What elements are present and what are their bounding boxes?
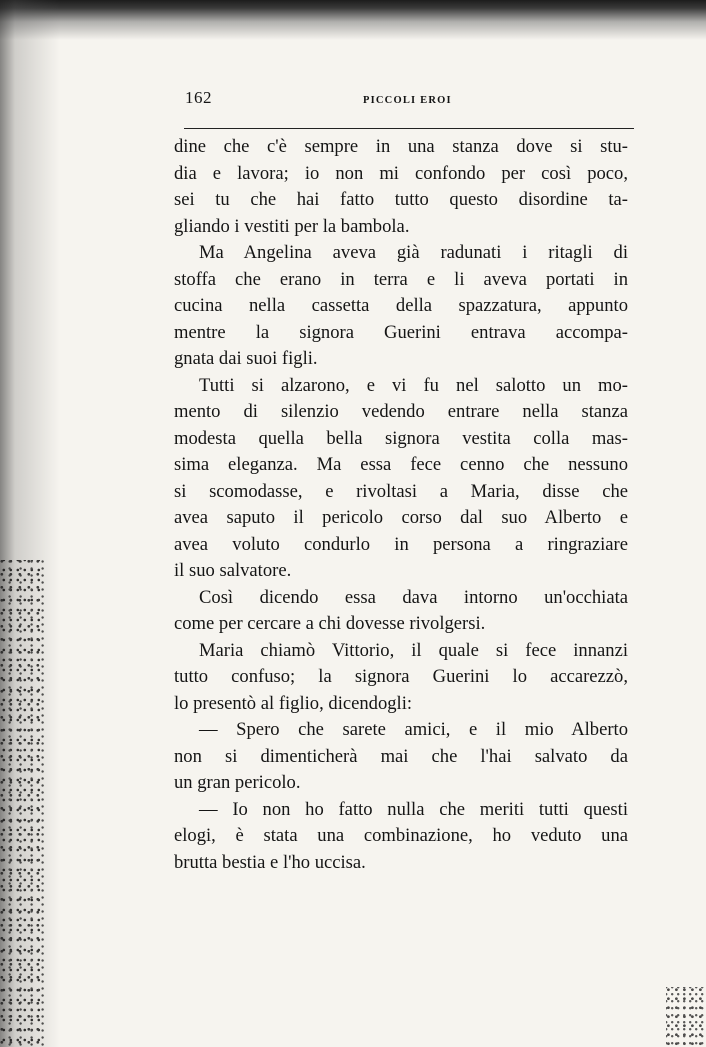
page-number: 162 — [185, 88, 212, 107]
text-line: Maria chiamò Vittorio, il quale si fece innanzi — [199, 639, 628, 661]
text-line: sima eleganza. Ma essa fece cenno che nessuno — [174, 454, 628, 475]
scan-left-speckle — [0, 560, 44, 1047]
scan-top-shadow — [0, 0, 706, 40]
text-line: il suo salvatore. — [174, 560, 292, 581]
text-line: Ma Angelina aveva già radunati i ritagli di — [199, 242, 628, 263]
text-line: Tutti si alzarono, e vi fu nel salotto un mo- — [199, 374, 628, 396]
text-line: gliando i vestiti per la bambola. — [174, 215, 410, 237]
text-line: come per cercare a chi dovesse rivolgersi. — [174, 613, 486, 634]
text-line: Così dicendo essa dava intorno un'occhiata — [199, 586, 628, 608]
text-line: tutto confuso; la signora Guerini lo accarezzò, — [174, 666, 628, 687]
text-line: un gran pericolo. — [174, 772, 301, 793]
text-line: dia e lavora; io non mi confondo per così poco, — [174, 162, 628, 184]
text-line: gnata dai suoi figli. — [174, 348, 318, 369]
running-title: PICCOLI EROI — [363, 95, 452, 106]
text-line: mentre la signora Guerini entrava accompa- — [174, 321, 628, 343]
text-line: avea saputo il pericolo corso dal suo Alberto e — [174, 507, 628, 528]
text-line: sei tu che hai fatto tutto questo disordine ta- — [174, 189, 628, 210]
text-line: lo presentò al figlio, dicendogli: — [174, 692, 413, 714]
text-line: elogi, è stata una combinazione, ho veduto una — [174, 825, 628, 846]
text-line: avea voluto condurlo in persona a ringraziare — [174, 533, 628, 555]
page-header — [185, 88, 635, 114]
text-line: brutta bestia e l'ho uccisa. — [174, 851, 366, 873]
text-line: modesta quella bella signora vestita colla mas- — [174, 427, 628, 449]
text-line: dine che c'è sempre in una stanza dove si stu- — [174, 136, 628, 157]
text-line: mento di silenzio vedendo entrare nella stanza — [174, 401, 628, 422]
text-line: — Io non ho fatto nulla che meriti tutti questi — [199, 798, 628, 820]
text-line: stoffa che erano in terra e li aveva portati in — [174, 268, 628, 290]
header-rule — [184, 128, 634, 129]
text-line: non si dimenticherà mai che l'hai salvato da — [174, 745, 628, 767]
scan-corner-speckle — [666, 987, 706, 1047]
text-line: — Spero che sarete amici, e il mio Alberto — [199, 719, 628, 740]
text-line: cucina nella cassetta della spazzatura, appunto — [174, 295, 628, 316]
text-line: si scomodasse, e rivoltasi a Maria, disse che — [174, 480, 628, 502]
body-text — [174, 134, 628, 876]
